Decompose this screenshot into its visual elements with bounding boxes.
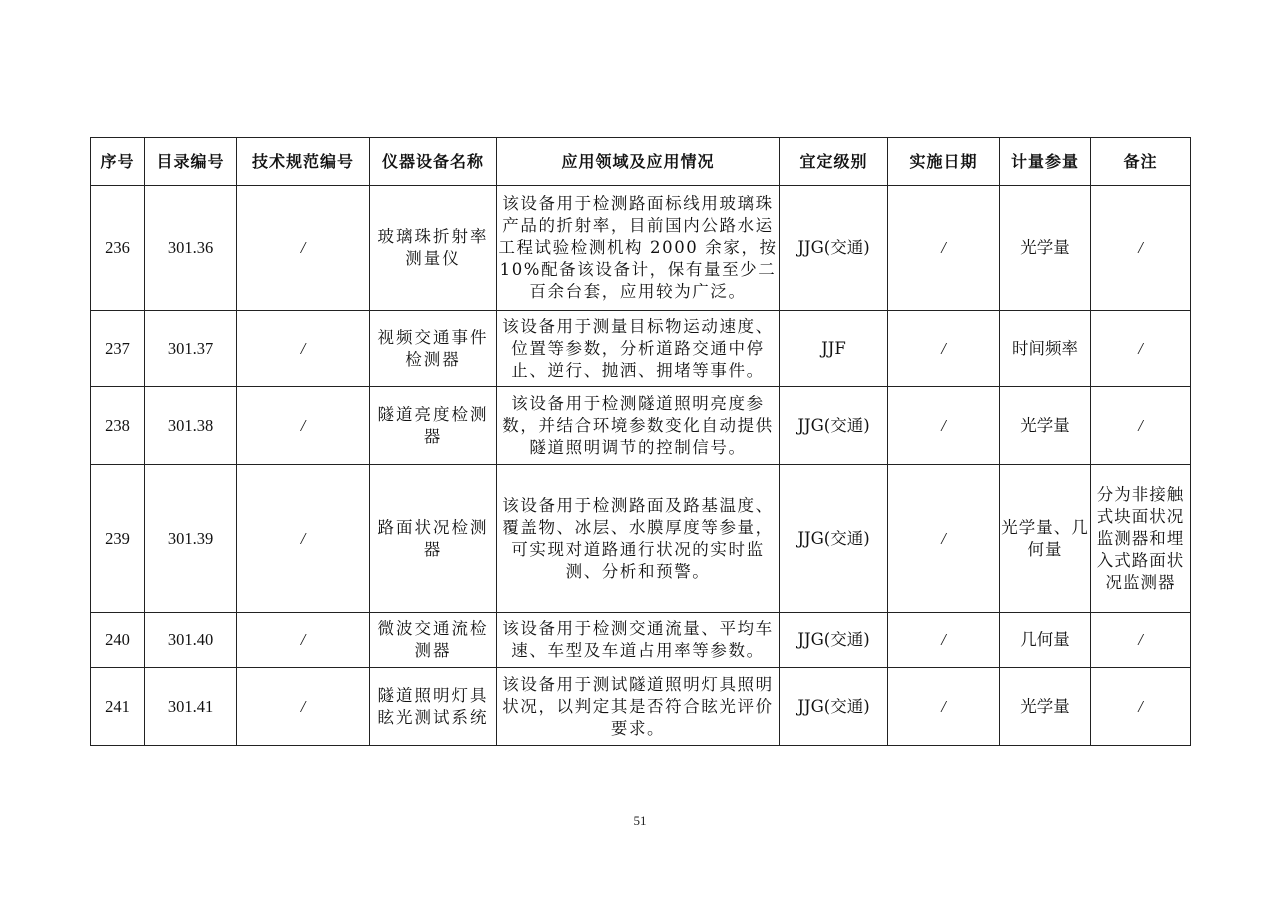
cell-param: 几何量: [1000, 613, 1091, 668]
cell-application: 该设备用于检测交通流量、平均车速、车型及车道占用率等参数。: [497, 613, 780, 668]
cell-catalog-no: 301.38: [145, 387, 237, 465]
cell-catalog-no: 301.39: [145, 465, 237, 613]
cell-catalog-no: 301.40: [145, 613, 237, 668]
cell-param: 光学量、几何量: [1000, 465, 1091, 613]
cell-param: 时间频率: [1000, 311, 1091, 387]
cell-remark: /: [1091, 613, 1191, 668]
cell-level: JJG(交通): [780, 668, 888, 746]
table-row: [91, 668, 1191, 746]
cell-remark: /: [1091, 668, 1191, 746]
cell-application: 该设备用于测量目标物运动速度、位置等参数，分析道路交通中停止、逆行、抛洒、拥堵等事件。: [497, 311, 780, 387]
cell-seq: 236: [91, 186, 145, 311]
cell-instrument: 隧道亮度检测器: [370, 387, 497, 465]
cell-instrument: 视频交通事件检测器: [370, 311, 497, 387]
cell-application: 该设备用于检测路面标线用玻璃珠产品的折射率，目前国内公路水运工程试验检测机构 2000 余家，按 10%配备该设备计，保有量至少二百余台套，应用较为广泛。: [497, 186, 780, 311]
cell-param: 光学量: [1000, 668, 1091, 746]
cell-instrument: 路面状况检测器: [370, 465, 497, 613]
header-catalog-no: 目录编号: [145, 138, 237, 186]
cell-spec-no: /: [237, 465, 370, 613]
cell-instrument: 玻璃珠折射率测量仪: [370, 186, 497, 311]
cell-seq: 241: [91, 668, 145, 746]
instrument-catalog-table: [90, 137, 1191, 746]
cell-date: /: [888, 465, 1000, 613]
cell-seq: 239: [91, 465, 145, 613]
cell-level: JJG(交通): [780, 613, 888, 668]
cell-param: 光学量: [1000, 186, 1091, 311]
cell-level: JJF: [780, 311, 888, 387]
cell-seq: 238: [91, 387, 145, 465]
cell-instrument: 微波交通流检测器: [370, 613, 497, 668]
cell-spec-no: /: [237, 613, 370, 668]
cell-catalog-no: 301.36: [145, 186, 237, 311]
cell-date: /: [888, 186, 1000, 311]
header-date: 实施日期: [888, 138, 1000, 186]
cell-param: 光学量: [1000, 387, 1091, 465]
cell-level: JJG(交通): [780, 387, 888, 465]
cell-spec-no: /: [237, 668, 370, 746]
header-application: 应用领域及应用情况: [497, 138, 780, 186]
cell-remark: /: [1091, 186, 1191, 311]
cell-level: JJG(交通): [780, 186, 888, 311]
cell-level: JJG(交通): [780, 465, 888, 613]
cell-seq: 237: [91, 311, 145, 387]
table-row: [91, 387, 1191, 465]
cell-spec-no: /: [237, 311, 370, 387]
header-param: 计量参量: [1000, 138, 1091, 186]
cell-seq: 240: [91, 613, 145, 668]
header-remark: 备注: [1091, 138, 1191, 186]
table-row: [91, 311, 1191, 387]
cell-remark: /: [1091, 311, 1191, 387]
cell-catalog-no: 301.41: [145, 668, 237, 746]
cell-spec-no: /: [237, 186, 370, 311]
cell-date: /: [888, 387, 1000, 465]
table-row: [91, 465, 1191, 613]
table-header-row: [91, 138, 1191, 186]
cell-date: /: [888, 668, 1000, 746]
cell-remark: /: [1091, 387, 1191, 465]
header-instrument: 仪器设备名称: [370, 138, 497, 186]
header-level: 宜定级别: [780, 138, 888, 186]
cell-application: 该设备用于测试隧道照明灯具照明状况，以判定其是否符合眩光评价要求。: [497, 668, 780, 746]
table-row: [91, 613, 1191, 668]
page-number: 51: [633, 813, 647, 828]
header-spec-no: 技术规范编号: [237, 138, 370, 186]
cell-instrument: 隧道照明灯具眩光测试系统: [370, 668, 497, 746]
cell-spec-no: /: [237, 387, 370, 465]
cell-application: 该设备用于检测路面及路基温度、覆盖物、冰层、水膜厚度等参量，可实现对道路通行状况的实时监测、分析和预警。: [497, 465, 780, 613]
table-row: [91, 186, 1191, 311]
cell-remark: 分为非接触式块面状况监测器和埋入式路面状况监测器: [1091, 465, 1191, 613]
cell-date: /: [888, 311, 1000, 387]
cell-catalog-no: 301.37: [145, 311, 237, 387]
cell-date: /: [888, 613, 1000, 668]
header-seq: 序号: [91, 138, 145, 186]
cell-application: 该设备用于检测隧道照明亮度参数，并结合环境参数变化自动提供隧道照明调节的控制信号。: [497, 387, 780, 465]
